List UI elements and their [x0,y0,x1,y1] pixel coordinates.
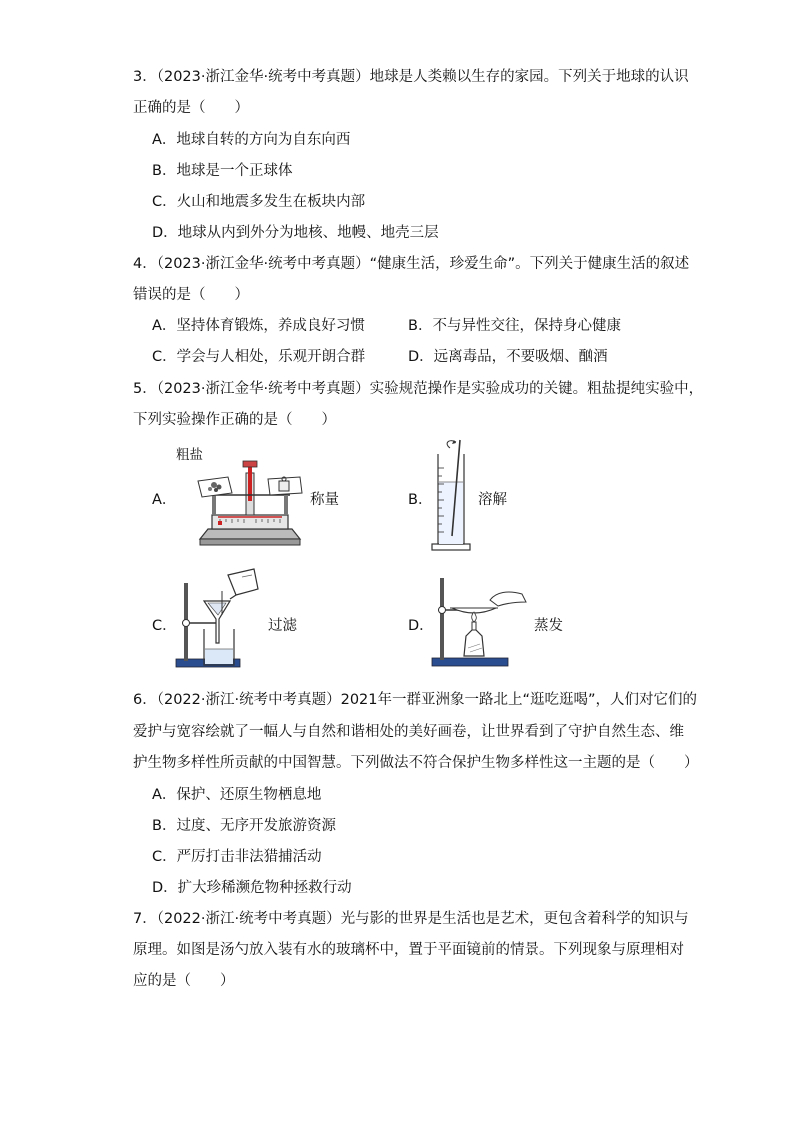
cylinder-illustration [430,438,474,554]
figure-b-caption: 溶解 [478,492,507,508]
question-6-stem-cont-1: 爱护与宽容绘就了一幅人与自然和谐相处的美好画卷，让世界看到了守护自然生态、维 [133,724,684,740]
figure-a-tag: 粗盐 [176,447,203,463]
question-3-stem: 3．（2023·浙江金华·统考中考真题）地球是人类赖以生存的家园。下列关于地球的认识 [133,69,689,85]
question-3-option-c[interactable]: C．火山和地震多发生在板块内部 [152,194,366,210]
evaporation-illustration [430,568,530,668]
question-5-stem: 5．（2023·浙江金华·统考中考真题）实验规范操作是实验成功的关键。粗盐提纯实验中， [133,381,704,397]
question-6-stem-cont-2: 护生物多样性所贡献的中国智慧。下列做法不符合保护生物多样性这一主题的是（ ） [133,755,699,771]
question-4-option-d[interactable]: D．远离毒品，不要吸烟、酗酒 [408,349,608,365]
question-6-option-d[interactable]: D．扩大珍稀濒危物种拯救行动 [152,880,352,896]
question-3-option-a[interactable]: A．地球自转的方向为自东向西 [152,132,351,148]
question-4-option-c[interactable]: C．学会与人相处，乐观开朗合群 [152,349,366,365]
balance-illustration [196,455,304,547]
question-4-option-b[interactable]: B．不与异性交往，保持身心健康 [408,318,621,334]
question-7-stem-cont-1: 原理。如图是汤勺放入装有水的玻璃杯中，置于平面镜前的情景。下列现象与原理相对 [133,942,684,958]
question-5-stem-cont: 下列实验操作正确的是（ ） [133,412,336,428]
figure-c-letter[interactable]: C． [152,618,177,634]
figure-d-caption: 蒸发 [534,618,563,634]
question-7-stem-cont-2: 应的是（ ） [133,973,235,989]
question-4-stem-cont: 错误的是（ ） [133,287,249,303]
question-6-stem: 6．（2022·浙江·统考中考真题）2021年一群亚洲象一路北上“逛吃逛喝”，人们对它们的 [133,692,698,708]
question-3-option-d[interactable]: D．地球从内到外分为地核、地幔、地壳三层 [152,225,439,241]
figure-b-letter[interactable]: B． [408,492,433,508]
question-7-stem: 7．（2022·浙江·统考中考真题）光与影的世界是生活也是艺术，更包含着科学的知识与 [133,911,689,927]
question-3-stem-cont: 正确的是（ ） [133,100,249,116]
question-4-option-a[interactable]: A．坚持体育锻炼，养成良好习惯 [152,318,365,334]
figure-a-letter[interactable]: A． [152,492,177,508]
question-3-option-b[interactable]: B．地球是一个正球体 [152,163,293,179]
figure-d-letter[interactable]: D． [408,618,434,634]
question-6-option-c[interactable]: C．严厉打击非法猎捕活动 [152,849,322,865]
question-6-option-b[interactable]: B．过度、无序开发旅游资源 [152,818,336,834]
question-6-option-a[interactable]: A．保护、还原生物栖息地 [152,787,322,803]
figure-c-caption: 过滤 [268,618,297,634]
filtration-illustration [174,565,266,669]
figure-a-caption: 称量 [310,492,339,508]
question-4-stem: 4．（2023·浙江金华·统考中考真题）“健康生活，珍爱生命”。下列关于健康生活的叙述 [133,256,690,272]
